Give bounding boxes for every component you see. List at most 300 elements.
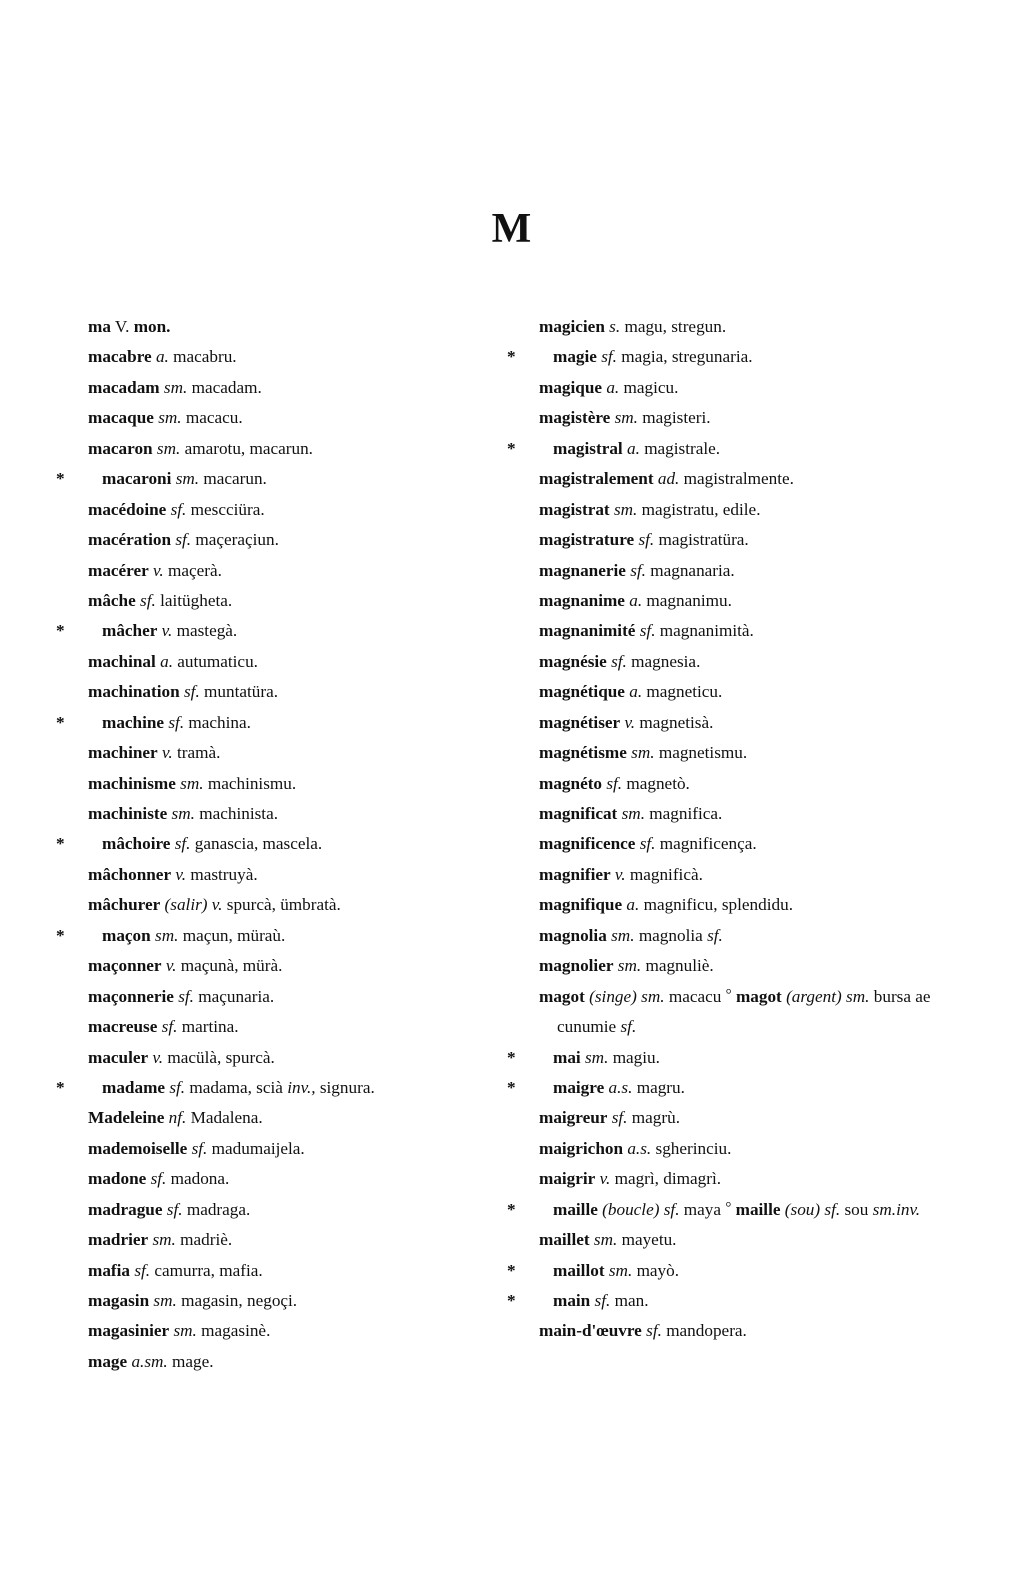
entry-part-of-speech: a. — [151, 347, 169, 367]
entry-translation: magistrale. — [639, 438, 721, 458]
entry-headword: magnétisme — [539, 743, 627, 763]
entry-translation: magnificà. — [625, 864, 703, 884]
entry-translation: magru. — [632, 1077, 685, 1097]
entry-translation: man. — [610, 1291, 649, 1310]
entry-headword: magistral — [553, 438, 623, 458]
entry-headword: maculer — [88, 1047, 149, 1067]
dictionary-entry — [507, 1256, 938, 1286]
dictionary-entry — [507, 1286, 938, 1316]
dictionary-entry — [56, 708, 487, 738]
dictionary-entry — [507, 1073, 938, 1103]
dictionary-entry — [88, 1347, 487, 1377]
dictionary-entry — [539, 403, 938, 433]
entry-headword: mâchonner — [88, 864, 172, 884]
entry-part-of-speech: sm. — [610, 408, 638, 428]
entry-headword: madrier — [88, 1230, 149, 1250]
entry-headword: maçonnerie — [88, 986, 174, 1006]
dictionary-entry — [88, 1134, 487, 1164]
entry-headword: macreuse — [88, 1017, 158, 1037]
entry-part-of-speech: (sou) sf. — [780, 1199, 841, 1219]
entry-translation: magnificu, splendidu. — [639, 895, 793, 915]
entry-headword: mâchurer — [88, 895, 161, 915]
left-column — [56, 312, 487, 1377]
entry-part-of-speech: sm. — [171, 469, 200, 489]
dictionary-entry — [539, 738, 938, 768]
dictionary-entry — [88, 312, 487, 342]
dictionary-entry — [539, 829, 938, 859]
dictionary-entry — [88, 799, 487, 829]
asterisk-icon: * — [56, 469, 65, 489]
entry-part-of-speech: sf. — [590, 1291, 611, 1310]
entry-headword: machine — [102, 712, 165, 732]
entry-part-of-speech: sm. — [617, 804, 645, 823]
entry-headword: magie — [553, 347, 597, 367]
entry-translation: mandopera. — [661, 1321, 747, 1341]
dictionary-entry — [56, 921, 487, 951]
entry-translation: autumaticu. — [173, 651, 258, 671]
entry-headword: magicien — [539, 317, 605, 336]
entry-part-of-speech: v. — [161, 956, 177, 976]
entry-headword: macadam — [88, 377, 160, 397]
entry-part-of-speech: inv., — [287, 1077, 316, 1097]
entry-headword: ma — [88, 317, 111, 336]
entry-part-of-speech: s. — [604, 317, 621, 336]
entry-part-of-speech: v. — [620, 712, 636, 732]
asterisk-icon: * — [507, 1047, 516, 1067]
dictionary-entry — [539, 982, 938, 1043]
entry-translation: sou — [840, 1199, 873, 1219]
dictionary-entry — [539, 1316, 938, 1346]
entry-headword: magnifique — [539, 895, 623, 915]
dictionary-entry — [539, 1164, 938, 1194]
right-column — [507, 312, 938, 1377]
dictionary-entry — [539, 312, 938, 342]
entry-translation: magnolia — [634, 925, 708, 945]
entry-headword: magistrat — [539, 499, 610, 519]
entry-translation: martina. — [177, 1017, 239, 1037]
entry-headword: maigre — [553, 1077, 605, 1097]
asterisk-icon: * — [507, 438, 516, 458]
asterisk-icon: * — [56, 834, 65, 854]
entry-part-of-speech: sm. — [169, 1321, 197, 1341]
entry-headword: mademoiselle — [88, 1138, 188, 1158]
dictionary-entry — [539, 677, 938, 707]
dictionary-entry — [88, 951, 487, 981]
entry-part-of-speech: a. — [622, 895, 640, 915]
entry-translation: macacu — [664, 986, 726, 1006]
entry-translation: sgherinciu. — [651, 1138, 732, 1158]
entry-translation: madumaijela. — [207, 1138, 305, 1158]
entry-headword: maigrichon — [539, 1138, 624, 1158]
dictionary-entry — [88, 1164, 487, 1194]
entry-part-of-speech: sf. — [620, 1017, 637, 1037]
entry-translation: magistratüra. — [654, 530, 749, 550]
entry-translation: mastruyà. — [186, 864, 258, 884]
dictionary-entry — [88, 556, 487, 586]
asterisk-icon: * — [56, 1077, 65, 1097]
dictionary-entry — [539, 495, 938, 525]
entry-translation: magu, stregun. — [620, 317, 727, 336]
entry-headword: macaque — [88, 408, 154, 428]
entry-part-of-speech: (singe) sm. — [584, 986, 665, 1006]
entry-translation: V. — [110, 317, 134, 336]
entry-part-of-speech: sf. — [171, 530, 192, 550]
entry-translation: magiu. — [608, 1047, 660, 1067]
dictionary-entry — [56, 616, 487, 646]
columns-container — [56, 312, 938, 1377]
dictionary-entry — [539, 799, 938, 829]
entry-part-of-speech: sf. — [165, 1077, 186, 1097]
dictionary-entry — [539, 464, 938, 494]
dictionary-entry — [88, 434, 487, 464]
entry-headword: macaron — [88, 438, 153, 458]
entry-headword: machination — [88, 682, 180, 702]
asterisk-icon: * — [507, 1077, 516, 1097]
entry-part-of-speech: sm. — [604, 1260, 633, 1280]
entry-part-of-speech: sf. — [607, 1108, 628, 1128]
dictionary-entry — [507, 1195, 938, 1225]
entry-part-of-speech: sf. — [602, 773, 623, 793]
entry-part-of-speech: v. — [595, 1169, 611, 1189]
entry-headword: maillot — [553, 1260, 605, 1280]
entry-translation: magia, stregunaria. — [616, 347, 753, 367]
entry-headword: magasinier — [88, 1321, 170, 1341]
entry-translation: madriè. — [175, 1230, 233, 1250]
entry-part-of-speech: v. — [148, 1047, 164, 1067]
asterisk-icon: * — [507, 1291, 516, 1310]
dictionary-entry — [88, 1316, 487, 1346]
entry-translation: maçunaria. — [193, 986, 275, 1006]
entry-part-of-speech: sf. — [635, 621, 656, 641]
entry-part-of-speech: (boucle) sf. — [597, 1199, 680, 1219]
entry-translation: ganascia, mascela. — [190, 834, 323, 854]
entry-headword: macabre — [88, 347, 152, 367]
entry-translation: maçunà, mürà. — [176, 956, 283, 976]
entry-translation: mayetu. — [617, 1230, 677, 1250]
dictionary-entry — [88, 982, 487, 1012]
entry-headword: mage — [88, 1351, 128, 1371]
entry-headword: magistrature — [539, 530, 635, 550]
entry-translation: madama, scià — [185, 1077, 288, 1097]
entry-translation: macabru. — [168, 347, 237, 367]
entry-headword: magot — [539, 986, 585, 1006]
entry-part-of-speech: a. — [624, 682, 643, 702]
entry-headword: magnétique — [539, 682, 625, 702]
entry-part-of-speech: sm. — [626, 743, 655, 763]
dictionary-entry — [539, 556, 938, 586]
entry-part-of-speech: sm. — [148, 1230, 176, 1250]
entry-translation: macadam. — [187, 377, 262, 397]
entry-headword: madame — [102, 1077, 166, 1097]
entry-part-of-speech: a.sm. — [127, 1351, 168, 1371]
entry-part-of-speech: sm. — [149, 1291, 177, 1310]
dictionary-entry — [507, 342, 938, 372]
entry-headword: main-d'œuvre — [539, 1321, 642, 1341]
dictionary-entry — [88, 647, 487, 677]
entry-separator-icon: ° — [725, 1199, 732, 1216]
entry-part-of-speech: sf. — [146, 1169, 167, 1189]
entry-translation: magistratu, edile. — [637, 499, 761, 519]
dictionary-entry — [88, 525, 487, 555]
entry-translation: machina. — [184, 712, 251, 732]
entry-headword: magasin — [88, 1291, 150, 1310]
entry-translation: mage. — [167, 1351, 214, 1371]
entry-part-of-speech: a. — [622, 438, 640, 458]
entry-part-of-speech: v. — [157, 621, 173, 641]
dictionary-entry — [539, 525, 938, 555]
dictionary-entry — [539, 586, 938, 616]
entry-headword: macérer — [88, 560, 149, 580]
entry-headword: maçon — [102, 925, 151, 945]
entry-headword: magnanimité — [539, 621, 636, 641]
entry-translation: magasinè. — [196, 1321, 271, 1341]
asterisk-icon: * — [56, 621, 65, 641]
entry-headword: maille — [553, 1199, 598, 1219]
entry-part-of-speech: sf. — [187, 1138, 208, 1158]
entry-headword: magnifier — [539, 864, 611, 884]
entry-translation: magnanimità. — [655, 621, 754, 641]
entry-translation: amarotu, macarun. — [180, 438, 313, 458]
entry-headword: magistralement — [539, 469, 654, 489]
dictionary-entry — [507, 1043, 938, 1073]
entry-translation: bursa ae cunumie — [557, 986, 931, 1037]
entry-part-of-speech: sf. — [162, 1199, 183, 1219]
entry-part-of-speech: nf. — [164, 1108, 187, 1128]
asterisk-icon: * — [56, 925, 65, 945]
dictionary-entry — [539, 769, 938, 799]
dictionary-entry — [88, 860, 487, 890]
entry-translation: macarun. — [199, 469, 267, 489]
entry-headword: magnétiser — [539, 712, 621, 732]
dictionary-entry — [539, 890, 938, 920]
dictionary-entry — [88, 677, 487, 707]
entry-translation: magnesia. — [626, 651, 701, 671]
entry-part-of-speech: sf. — [641, 1321, 662, 1341]
entry-headword: magique — [539, 377, 603, 397]
entry-headword: macaroni — [102, 469, 172, 489]
entry-part-of-speech: sm. — [153, 408, 182, 428]
entry-part-of-speech: sf. — [164, 712, 185, 732]
entry-part-of-speech: v. — [148, 560, 164, 580]
entry-headword: macération — [88, 530, 172, 550]
entry-part-of-speech: sm. — [167, 804, 195, 823]
entry-translation: magisteri. — [637, 408, 711, 428]
entry-headword: mâche — [88, 590, 136, 610]
dictionary-entry — [88, 1195, 487, 1225]
entry-headword: magnificat — [539, 804, 618, 823]
entry-part-of-speech: sm.inv. — [872, 1199, 921, 1219]
entry-translation: magnanaria. — [645, 560, 735, 580]
entry-translation: machinista. — [194, 804, 279, 823]
asterisk-icon: * — [56, 712, 65, 732]
entry-part-of-speech: v. — [171, 864, 187, 884]
entry-headword: maçonner — [88, 956, 162, 976]
entry-translation: spurcà, ümbratà. — [222, 895, 341, 915]
entry-headword: madrague — [88, 1199, 163, 1219]
entry-translation: magnanimu. — [642, 590, 732, 610]
entry-translation: signura. — [315, 1077, 375, 1097]
entry-headword: Madeleine — [88, 1108, 165, 1128]
asterisk-icon: * — [507, 1199, 516, 1219]
entry-headword: mafia — [88, 1260, 131, 1280]
entry-translation: maya — [679, 1199, 726, 1219]
entry-part-of-speech: sm. — [606, 925, 635, 945]
entry-headword: macédoine — [88, 499, 167, 519]
entry-part-of-speech: a.s. — [604, 1077, 633, 1097]
entry-translation: magneticu. — [642, 682, 723, 702]
entry-translation: magnetismu. — [654, 743, 748, 763]
entry-translation: machinismu. — [203, 773, 297, 793]
dictionary-entry — [88, 1256, 487, 1286]
entry-translation: magistralmente. — [679, 469, 794, 489]
entry-translation: mescciüra. — [186, 499, 265, 519]
entry-translation: magnetò. — [622, 773, 690, 793]
entry-translation: magasin, negoçi. — [176, 1291, 298, 1310]
dictionary-entry — [88, 1286, 487, 1316]
entry-part-of-speech: sf. — [596, 347, 617, 367]
entry-headword: maillet — [539, 1230, 590, 1250]
entry-translation: madraga. — [182, 1199, 251, 1219]
entry-headword: magnésie — [539, 651, 607, 671]
asterisk-icon: * — [507, 347, 516, 367]
asterisk-icon: * — [507, 1260, 516, 1280]
entry-part-of-speech: sf. — [635, 834, 656, 854]
entry-translation: maçerà. — [163, 560, 222, 580]
entry-translation: magnificença. — [655, 834, 757, 854]
entry-part-of-speech: (salir) v. — [160, 895, 223, 915]
dictionary-entry — [539, 373, 938, 403]
entry-translation: mastegà. — [172, 621, 238, 641]
entry-headword: magnanime — [539, 590, 625, 610]
entry-part-of-speech: a.s. — [623, 1138, 652, 1158]
entry-part-of-speech: sf. — [157, 1017, 178, 1037]
dictionary-entry — [88, 1225, 487, 1255]
entry-headword: machinal — [88, 651, 156, 671]
entry-part-of-speech: v. — [157, 743, 173, 763]
dictionary-entry — [56, 829, 487, 859]
entry-part-of-speech: sf. — [173, 986, 194, 1006]
entry-translation: maçun, müraù. — [178, 925, 286, 945]
entry-translation: tramà. — [172, 743, 221, 763]
entry-part-of-speech: sm. — [159, 377, 188, 397]
dictionary-entry — [539, 860, 938, 890]
entry-translation: camurra, mafia. — [150, 1260, 263, 1280]
dictionary-entry — [539, 708, 938, 738]
entry-part-of-speech: sm. — [589, 1230, 618, 1250]
entry-translation: magrù. — [627, 1108, 680, 1128]
entry-translation: laitügheta. — [155, 590, 233, 610]
entry-part-of-speech: a. — [624, 590, 643, 610]
dictionary-entry — [88, 342, 487, 372]
entry-headword: magnolia — [539, 925, 607, 945]
entry-translation: magicu. — [619, 377, 679, 397]
entry-translation: magrì, dimagrì. — [610, 1169, 722, 1189]
entry-headword: machiner — [88, 743, 158, 763]
entry-translation: maçeraçiun. — [191, 530, 279, 550]
dictionary-entry — [56, 464, 487, 494]
entry-part-of-speech: sf. — [130, 1260, 151, 1280]
entry-headword: machinisme — [88, 773, 176, 793]
entry-part-of-speech: sm. — [580, 1047, 609, 1067]
entry-headword: magnificence — [539, 834, 636, 854]
dictionary-entry — [88, 373, 487, 403]
dictionary-entry — [88, 403, 487, 433]
entry-headword: mon. — [133, 317, 171, 336]
entry-part-of-speech: sm. — [175, 773, 204, 793]
dictionary-entry — [507, 434, 938, 464]
entry-headword: magot — [731, 986, 782, 1006]
entry-translation: muntatüra. — [199, 682, 279, 702]
dictionary-entry — [88, 1012, 487, 1042]
dictionary-entry — [88, 738, 487, 768]
entry-translation: madona. — [166, 1169, 230, 1189]
dictionary-entry — [539, 1134, 938, 1164]
entry-headword: magnolier — [539, 956, 614, 976]
entry-part-of-speech: sf. — [166, 499, 187, 519]
entry-headword: mâcher — [102, 621, 158, 641]
entry-translation: magnifica. — [645, 804, 723, 823]
entry-part-of-speech: sm. — [152, 438, 181, 458]
entry-headword: main — [553, 1291, 591, 1310]
entry-part-of-speech: sm. — [613, 956, 642, 976]
entry-part-of-speech: sf. — [606, 651, 627, 671]
entry-part-of-speech: a. — [155, 651, 173, 671]
dictionary-entry — [88, 586, 487, 616]
dictionary-entry — [56, 1073, 487, 1103]
entry-headword: maigreur — [539, 1108, 608, 1128]
entry-part-of-speech: sf. — [634, 530, 655, 550]
dictionary-entry — [88, 495, 487, 525]
dictionary-entry — [539, 921, 938, 951]
dictionary-entry — [88, 769, 487, 799]
entry-headword: magnanerie — [539, 560, 626, 580]
entry-part-of-speech: sm. — [150, 925, 179, 945]
entry-translation: mayò. — [632, 1260, 680, 1280]
dictionary-entry — [539, 951, 938, 981]
entry-part-of-speech: sf. — [170, 834, 191, 854]
entry-translation: magnuliè. — [641, 956, 714, 976]
entry-part-of-speech: sf. — [707, 925, 723, 945]
dictionary-entry — [539, 647, 938, 677]
entry-headword: mâchoire — [102, 834, 171, 854]
entry-part-of-speech: (argent) sm. — [781, 986, 870, 1006]
entry-part-of-speech: v. — [610, 864, 626, 884]
dictionary-entry — [88, 890, 487, 920]
entry-part-of-speech: sf. — [179, 682, 200, 702]
entry-headword: madone — [88, 1169, 147, 1189]
entry-translation: Madalena. — [186, 1108, 263, 1128]
dictionary-entry — [88, 1103, 487, 1133]
entry-translation: macülà, spurcà. — [163, 1047, 275, 1067]
entry-translation: macacu. — [181, 408, 243, 428]
entry-translation: magnetisà. — [635, 712, 714, 732]
dictionary-entry — [88, 1043, 487, 1073]
dictionary-entry — [539, 616, 938, 646]
entry-part-of-speech: sm. — [609, 499, 638, 519]
entry-headword: mai — [553, 1047, 581, 1067]
dictionary-entry — [539, 1225, 938, 1255]
entry-headword: magnéto — [539, 773, 603, 793]
entry-part-of-speech: ad. — [653, 469, 680, 489]
entry-separator-icon: ° — [725, 986, 732, 1003]
entry-part-of-speech: sf. — [135, 590, 156, 610]
page-title: M — [491, 206, 533, 252]
entry-part-of-speech: sf. — [625, 560, 646, 580]
entry-headword: machiniste — [88, 804, 168, 823]
entry-headword: maille — [731, 1199, 781, 1219]
entry-headword: maigrir — [539, 1169, 596, 1189]
entry-headword: magistère — [539, 408, 611, 428]
